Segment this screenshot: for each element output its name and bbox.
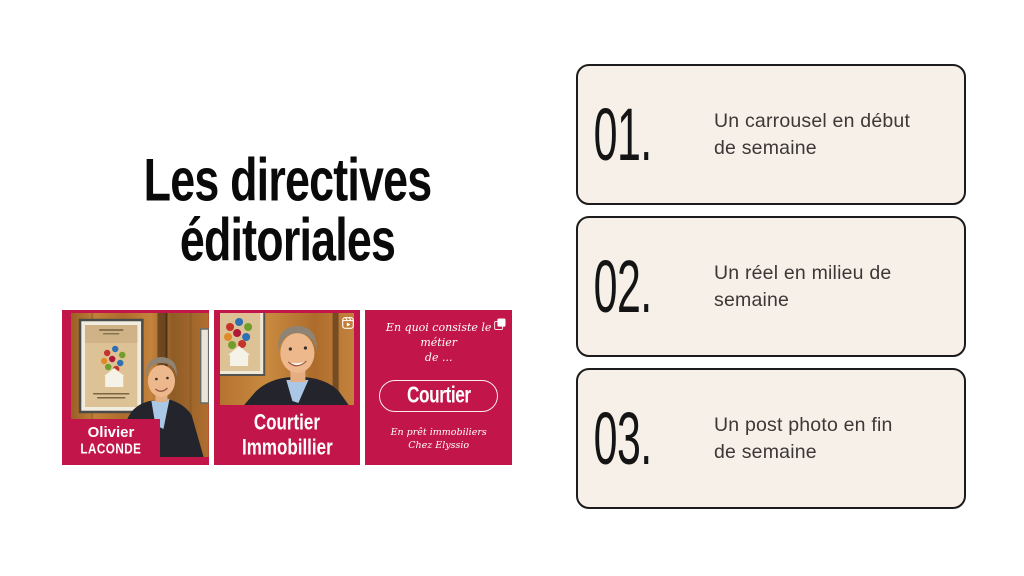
directive-text-2-line-2: semaine — [714, 288, 790, 311]
directives-list — [576, 64, 966, 520]
reels-icon — [342, 316, 354, 328]
post-footer — [365, 426, 512, 452]
post-heading-line-2: de ... — [424, 351, 453, 364]
directive-text-2-line-1: Un réel en milieu de — [714, 261, 892, 284]
post-name-label — [62, 419, 160, 461]
post-footer-line-1: En prêt immobiliers — [390, 427, 487, 438]
directive-card-1 — [576, 64, 966, 205]
post-footer-line-2: Chez Elyssio — [408, 440, 470, 451]
directive-text-3-line-2: de semaine — [714, 440, 817, 463]
post-thumbnail-olivier-laconde — [62, 310, 209, 465]
directive-text-1 — [714, 108, 910, 162]
photo-man-closeup — [220, 313, 355, 405]
directive-text-1-line-1: Un carrousel en début — [714, 109, 911, 132]
post-thumbnail-courtier-immobillier — [214, 310, 361, 465]
post-name-first: Olivier — [87, 423, 135, 441]
instagram-posts-strip — [62, 310, 512, 465]
post-caption-line-1: Courtier — [253, 410, 321, 435]
directive-card-2 — [576, 216, 966, 357]
title-line-1: Les directives — [143, 145, 432, 214]
courtier-pill-label: Courtier — [406, 383, 471, 408]
directive-text-2 — [714, 260, 891, 314]
post-thumbnail-metier-cover — [365, 310, 512, 465]
directive-text-3 — [714, 412, 893, 466]
post-name-last: LACONDE — [80, 439, 142, 457]
post-heading-line-1: En quoi consiste le métier — [385, 321, 492, 349]
title-line-2: éditoriales — [179, 205, 396, 274]
post-caption-band — [214, 405, 361, 465]
post-heading — [371, 320, 506, 365]
courtier-pill-button — [379, 380, 498, 412]
directive-number-2: 02. — [593, 244, 652, 328]
directive-number-3: 03. — [593, 396, 652, 480]
post-caption-line-2: Immobillier — [241, 435, 333, 460]
page-title — [35, 145, 540, 274]
directive-card-3 — [576, 368, 966, 509]
directive-text-3-line-1: Un post photo en fin — [714, 413, 893, 436]
directive-number-1: 01. — [593, 92, 652, 176]
directive-text-1-line-2: de semaine — [714, 136, 817, 159]
